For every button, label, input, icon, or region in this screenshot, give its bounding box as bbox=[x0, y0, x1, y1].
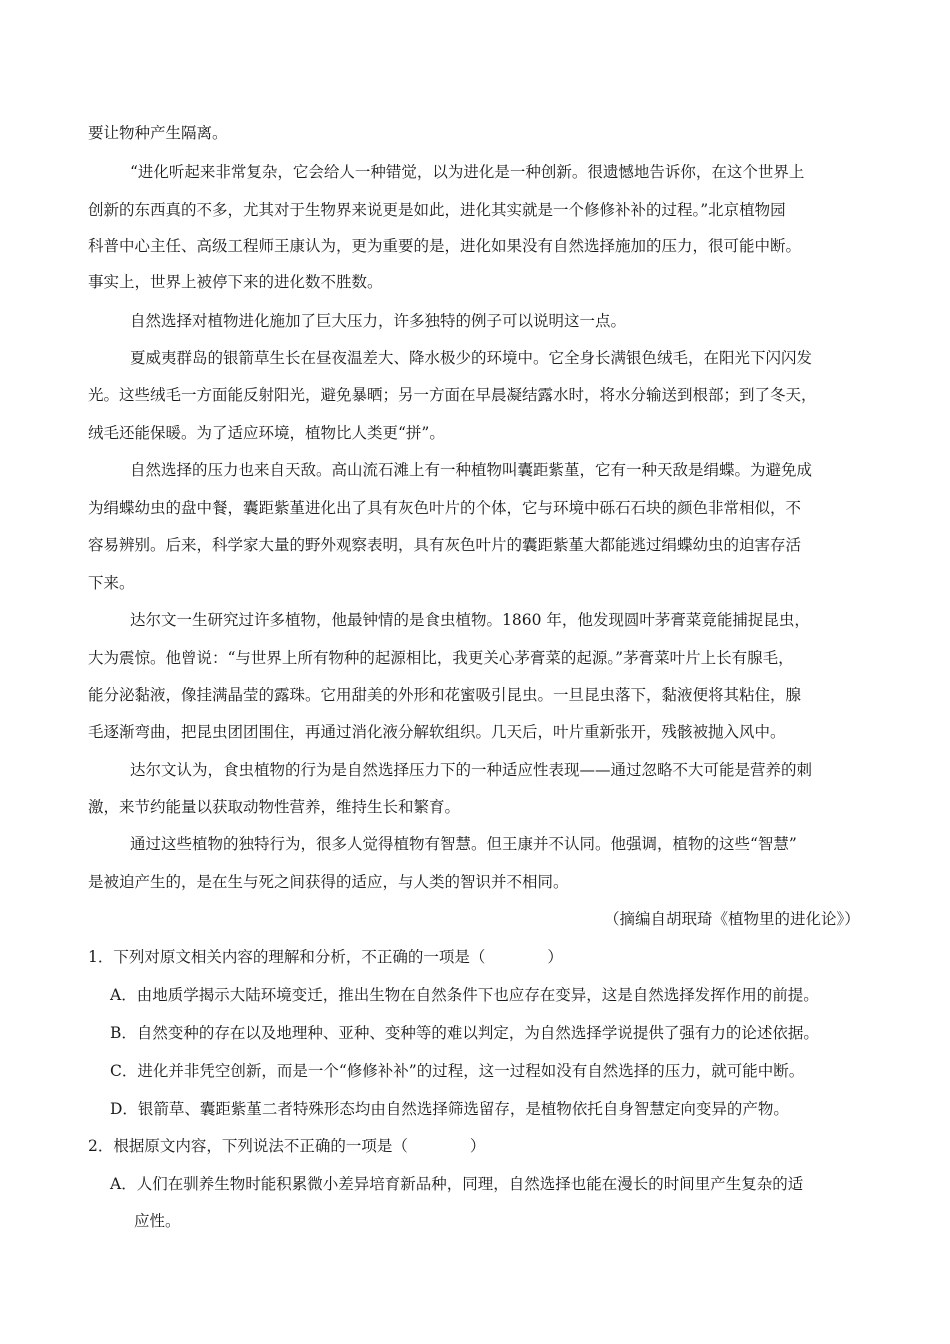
paragraph-line: 科普中心主任、高级工程师王康认为，更为重要的是，进化如果没有自然选择施加的压力，很可能中断。 bbox=[88, 237, 802, 255]
paragraph-line: 自然选择对植物进化施加了巨大压力，许多独特的例子可以说明这一点。 bbox=[130, 312, 627, 330]
answer-option: A．人们在驯养生物时能积累微小差异培育新品种，同理，自然选择也能在漫长的时间里产生复杂的适 bbox=[110, 1175, 804, 1193]
answer-option: A．由地质学揭示大陆环境变迁，推出生物在自然条件下也应存在变异，这是自然选择发挥作用的前提。 bbox=[110, 986, 819, 1004]
answer-option: B．自然变种的存在以及地理种、亚种、变种等的难以判定，为自然选择学说提供了强有力的论述依据。 bbox=[110, 1024, 819, 1042]
paragraph-line: 毛逐渐弯曲，把昆虫团团围住，再通过消化液分解软组织。几天后，叶片重新张开，残骸被抛入风中。 bbox=[88, 723, 786, 741]
question-stem: 2．根据原文内容，下列说法不正确的一项是（ ） bbox=[88, 1137, 486, 1155]
answer-option: C．进化并非凭空创新，而是一个“修修补补”的过程，这一过程如没有自然选择的压力，就可能中断。 bbox=[110, 1062, 805, 1080]
paragraph-line: 要让物种产生隔离。 bbox=[88, 124, 228, 142]
paragraph-line: 通过这些植物的独特行为，很多人觉得植物有智慧。但王康并不认同。他强调，植物的这些“智慧” bbox=[130, 835, 797, 853]
paragraph-line: 是被迫产生的，是在生与死之间获得的适应，与人类的智识并不相同。 bbox=[88, 873, 569, 891]
paragraph-line: 容易辨别。后来，科学家大量的野外观察表明，具有灰色叶片的囊距紫堇大都能逃过绢蝶幼虫的迫害存活 bbox=[88, 536, 802, 554]
paragraph-line: 绒毛还能保暖。为了适应环境，植物比人类更“拼”。 bbox=[88, 424, 445, 442]
paragraph-line: 光。这些绒毛一方面能反射阳光，避免暴晒；另一方面在早晨凝结露水时，将水分输送到根部；到了冬天， bbox=[88, 386, 817, 404]
paragraph-line: “进化听起来非常复杂，它会给人一种错觉，以为进化是一种创新。很遗憾地告诉你，在这个世界上 bbox=[130, 163, 805, 181]
paragraph-line: 创新的东西真的不多，尤其对于生物界来说更是如此，进化其实就是一个修修补补的过程。”北京植物园 bbox=[88, 201, 786, 219]
paragraph-line: 大为震惊。他曾说：“与世界上所有物种的起源相比，我更关心茅膏菜的起源。”茅膏菜叶片上长有腺毛， bbox=[88, 649, 794, 667]
paragraph-line: 为绢蝶幼虫的盘中餐，囊距紫堇进化出了具有灰色叶片的个体，它与环境中砾石石块的颜色非常相似，不 bbox=[88, 499, 802, 517]
paragraph-line: 事实上，世界上被停下来的进化数不胜数。 bbox=[88, 273, 383, 291]
paragraph-line: 达尔文一生研究过许多植物，他最钟情的是食虫植物。1860 年，他发现圆叶茅膏菜竟能捕捉昆虫， bbox=[130, 611, 810, 629]
source-citation: （摘编自胡珉琦《植物里的进化论》） bbox=[604, 910, 860, 928]
paragraph-line: 自然选择的压力也来自天敌。高山流石滩上有一种植物叫囊距紫堇，它有一种天敌是绢蝶。为避免成 bbox=[130, 461, 813, 479]
paragraph-line: 夏威夷群岛的银箭草生长在昼夜温差大、降水极少的环境中。它全身长满银色绒毛，在阳光下闪闪发 bbox=[130, 349, 813, 367]
paragraph-line: 能分泌黏液，像挂满晶莹的露珠。它用甜美的外形和花蜜吸引昆虫。一旦昆虫落下，黏液便将其粘住，腺 bbox=[88, 686, 802, 704]
paragraph-line: 达尔文认为，食虫植物的行为是自然选择压力下的一种适应性表现——通过忽略不大可能是营养的刺 bbox=[130, 761, 813, 779]
answer-option-continuation: 应性。 bbox=[134, 1212, 181, 1230]
paragraph-line: 激，来节约能量以获取动物性营养，维持生长和繁育。 bbox=[88, 798, 461, 816]
answer-option: D．银箭草、囊距紫堇二者特殊形态均由自然选择筛选留存，是植物依托自身智慧定向变异的产物。 bbox=[110, 1100, 789, 1118]
paragraph-line: 下来。 bbox=[88, 574, 135, 592]
question-stem: 1．下列对原文相关内容的理解和分析，不正确的一项是（ ） bbox=[88, 948, 563, 966]
